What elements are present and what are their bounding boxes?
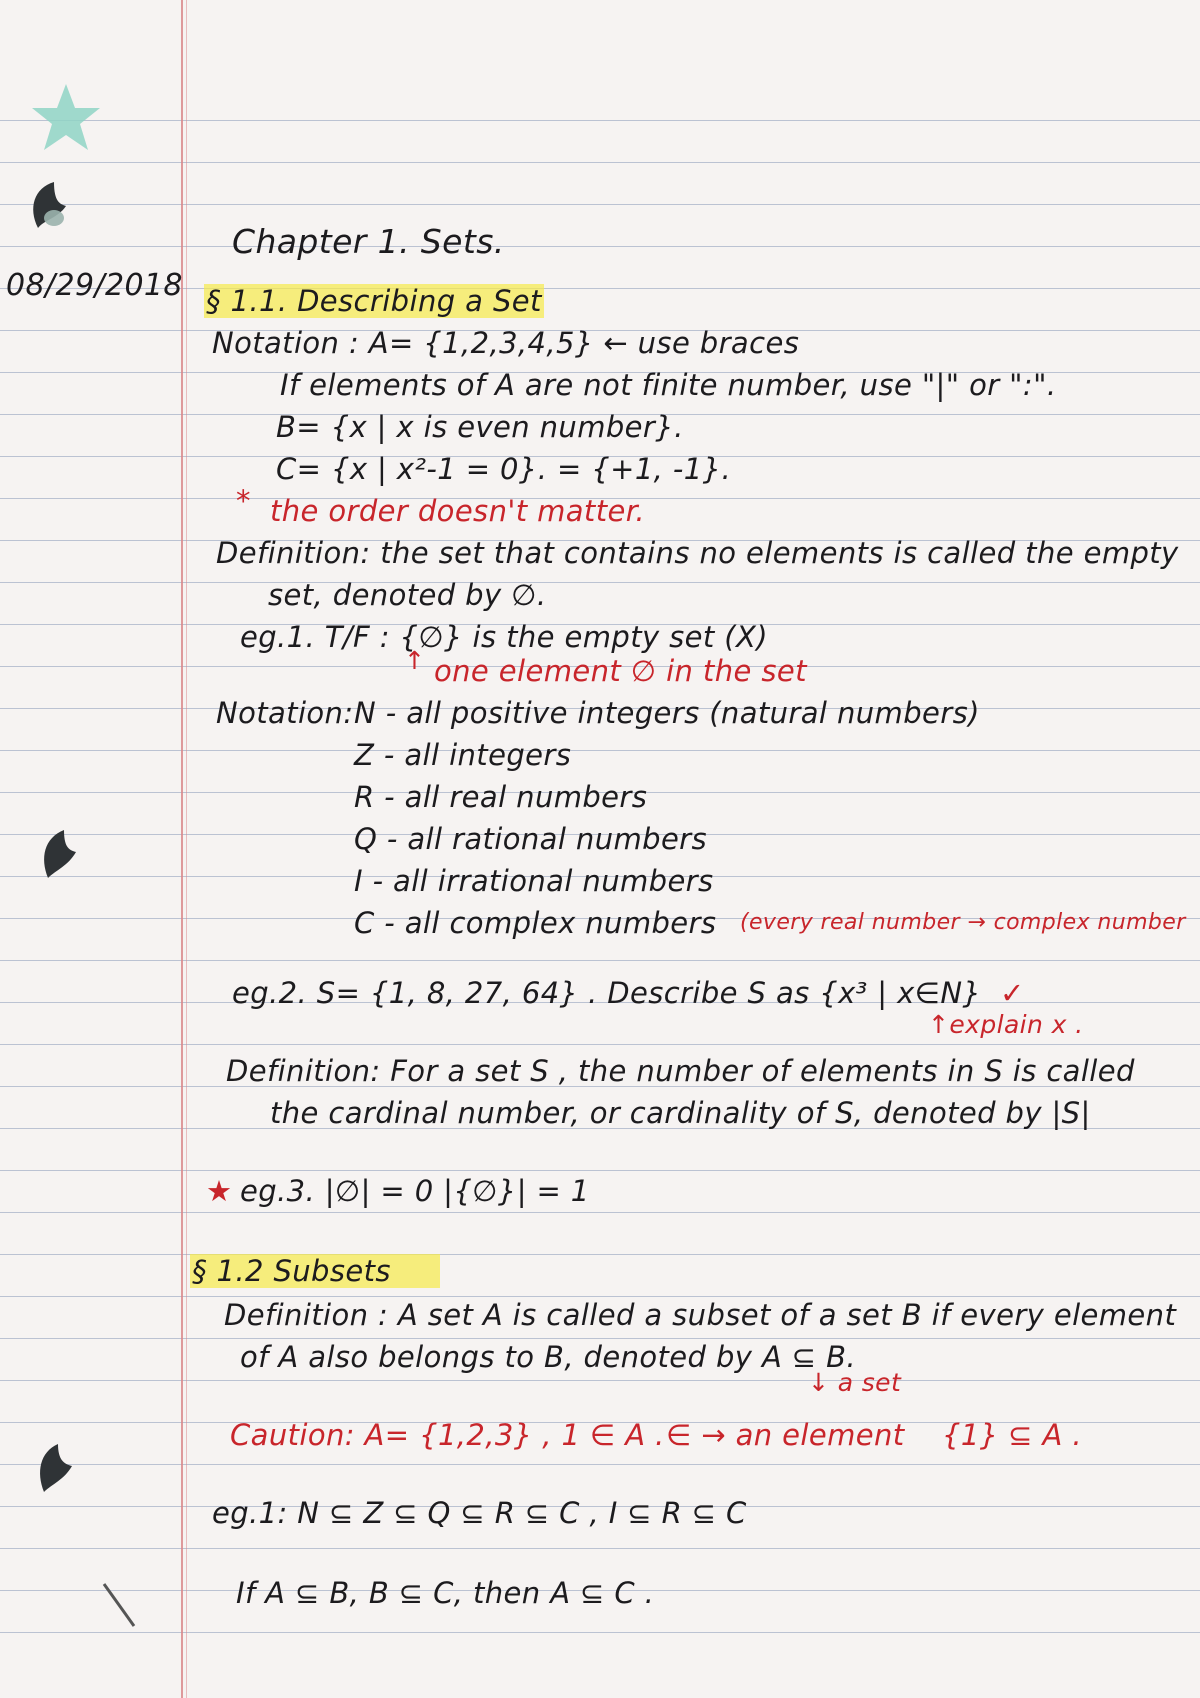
margin-line-inner	[186, 0, 187, 1698]
punch-hole-icon	[24, 178, 74, 234]
definition-subset: Definition : A set A is called a subset of a set B if every element	[224, 1298, 1177, 1332]
transitive-property: If A ⊆ B, B ⊆ C, then A ⊆ C .	[236, 1576, 655, 1610]
set-b: B= {x | x is even number}.	[276, 410, 684, 444]
example-2-note: ↑explain x .	[928, 1010, 1084, 1039]
number-set-item: Z - all integers	[354, 738, 572, 772]
star-sticker-icon	[28, 80, 104, 156]
complex-note: (every real number → complex number	[740, 910, 1186, 935]
chapter-title: Chapter 1. Sets.	[232, 222, 505, 261]
example-2-check: ✓	[1000, 976, 1025, 1010]
number-set-item: Q - all rational numbers	[354, 822, 708, 856]
order-note: the order doesn't matter.	[270, 494, 645, 528]
example-1-note: one element ∅ in the set	[434, 654, 807, 688]
notation-label: Notation:	[216, 696, 354, 730]
number-set-item: R - all real numbers	[354, 780, 648, 814]
set-c: C= {x | x²-1 = 0}. = {+1, -1}.	[276, 452, 732, 486]
subset-note: ↓ a set	[808, 1368, 902, 1397]
definition-subset-cont: of A also belongs to B, denoted by A ⊆ B.	[240, 1340, 857, 1374]
example-3: eg.3. |∅| = 0 |{∅}| = 1	[240, 1174, 590, 1208]
notation-line: Notation : A= {1,2,3,4,5} ← use braces	[212, 326, 800, 360]
caution-line: Caution: A= {1,2,3} , 1 ∈ A .	[230, 1418, 665, 1452]
subset-example-1: eg.1: N ⊆ Z ⊆ Q ⊆ R ⊆ C , I ⊆ R ⊆ C	[212, 1496, 747, 1530]
infinite-note: If elements of A are not finite number, use "|" or ":".	[280, 368, 1057, 402]
definition-empty-set: Definition: the set that contains no elements is called the empty	[216, 536, 1179, 570]
definition-cardinality: Definition: For a set S , the number of elements in S is called	[226, 1054, 1135, 1088]
example-1: eg.1. T/F : {∅} is the empty set (X)	[240, 620, 768, 654]
caution-subset: {1} ⊆ A .	[942, 1418, 1082, 1452]
section-heading: § 1.1. Describing a Set	[206, 284, 542, 318]
margin-line	[181, 0, 183, 1698]
pencil-mark	[100, 1580, 140, 1630]
number-set-item: N - all positive integers (natural numbers)	[354, 696, 980, 730]
caution-element: ∈ → an element	[666, 1418, 905, 1452]
section-heading: § 1.2 Subsets	[192, 1254, 391, 1288]
page-date: 08/29/2018	[6, 268, 183, 303]
order-star: *	[236, 484, 251, 518]
definition-cardinality-cont: the cardinal number, or cardinality of S, denoted by |S|	[270, 1096, 1091, 1130]
example-3-star: ★	[206, 1174, 233, 1208]
punch-hole-icon	[34, 826, 80, 882]
punch-hole-icon	[30, 1440, 76, 1496]
example-1-caret: ↑	[404, 646, 426, 675]
number-set-item: C - all complex numbers	[354, 906, 717, 940]
definition-empty-set-cont: set, denoted by ∅.	[268, 578, 547, 612]
number-set-item: I - all irrational numbers	[354, 864, 714, 898]
example-2: eg.2. S= {1, 8, 27, 64} . Describe S as {x³ | x∈N}	[232, 976, 982, 1010]
